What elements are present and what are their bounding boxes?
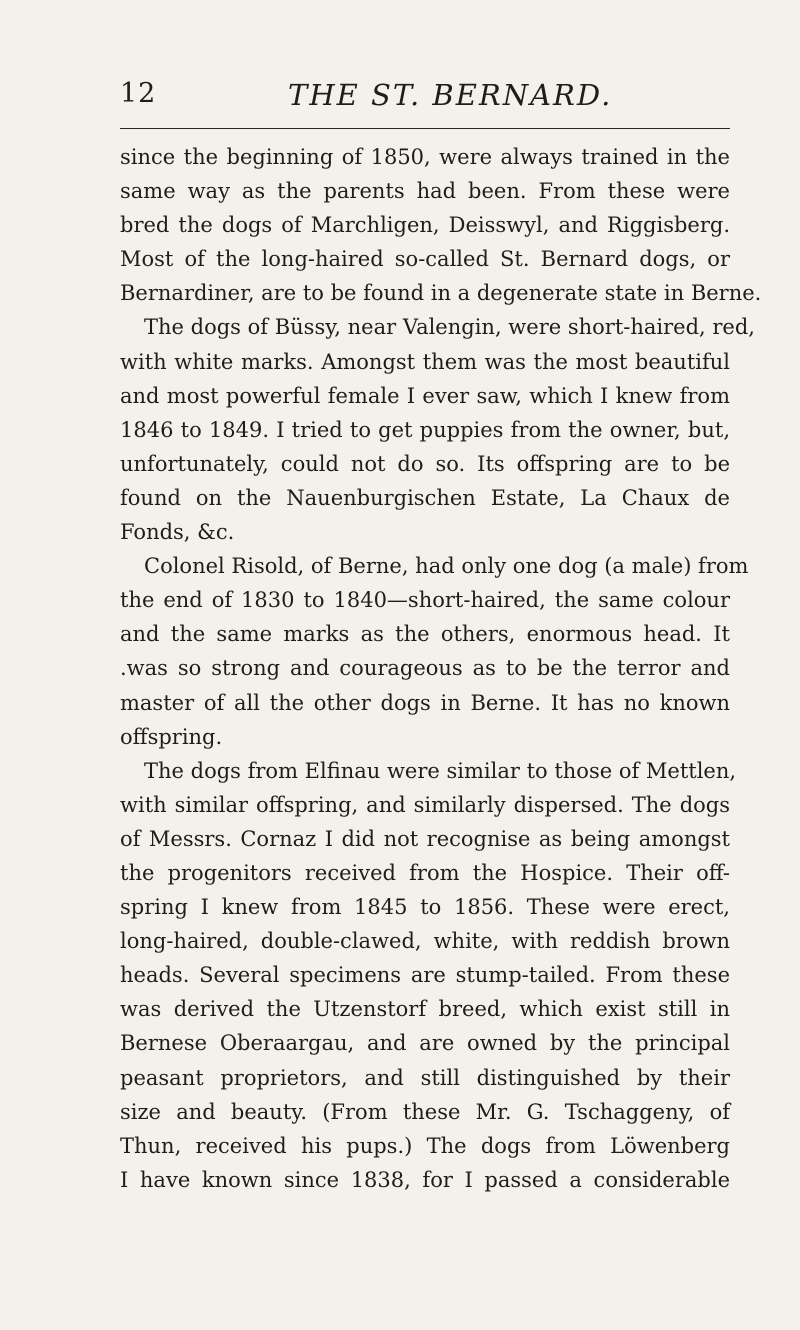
- text-line: spring I knew from 1845 to 1856. These were erect,: [120, 895, 730, 920]
- text-line: 1846 to 1849. I tried to get puppies from the owner, but,: [120, 417, 730, 442]
- text-line: The dogs from Elfinau were similar to those of Mettlen,: [144, 758, 737, 783]
- text-line: Bernese Oberaargau, and are owned by the principal: [120, 1031, 730, 1056]
- running-title: THE ST. BERNARD.: [288, 78, 613, 112]
- text-line: Colonel Risold, of Berne, had only one dog (a male) from: [144, 554, 749, 579]
- text-line: size and beauty. (From these Mr. G. Tschaggeny, of: [120, 1099, 730, 1124]
- header-rule: [120, 128, 730, 129]
- text-line: was derived the Utzenstorf breed, which exist still in: [120, 997, 730, 1022]
- text-line: peasant proprietors, and still distinguished by their: [120, 1065, 730, 1090]
- text-line: the progenitors received from the Hospice. Their off-: [120, 860, 730, 885]
- text-line: The dogs of Büssy, near Valengin, were short-haired, red,: [144, 315, 755, 340]
- text-line: Bernardiner, are to be found in a degenerate state in Berne.: [120, 281, 762, 306]
- text-line: I have known since 1838, for I passed a considerable: [120, 1167, 730, 1192]
- text-line: same way as the parents had been. From these were: [120, 179, 730, 204]
- text-line: since the beginning of 1850, were always trained in the: [120, 145, 730, 169]
- text-line: Thun, received his pups.) The dogs from Löwenberg: [120, 1133, 730, 1158]
- text-line: and the same marks as the others, enormous head. It: [120, 622, 730, 647]
- page-header: [120, 78, 730, 118]
- text-line: Fonds, &c.: [120, 520, 235, 545]
- text-line: of Messrs. Cornaz I did not recognise as being amongst: [120, 826, 730, 851]
- page-number: 12: [120, 78, 157, 109]
- text-line: the end of 1830 to 1840—short-haired, the same colour: [120, 588, 730, 613]
- text-line: .was so strong and courageous as to be the terror and: [120, 656, 730, 681]
- text-line: heads. Several specimens are stump-tailed. From these: [120, 963, 730, 988]
- text-line: master of all the other dogs in Berne. It has no known: [120, 690, 730, 715]
- text-line: with white marks. Amongst them was the most beautiful: [120, 349, 730, 374]
- text-line: long-haired, double-clawed, white, with reddish brown: [120, 929, 730, 954]
- text-line: offspring.: [120, 724, 223, 749]
- text-line: found on the Nauenburgischen Estate, La Chaux de: [120, 485, 730, 510]
- text-line: and most powerful female I ever saw, which I knew from: [120, 383, 730, 408]
- body-text: [120, 140, 762, 1197]
- text-line: unfortunately, could not do so. Its offspring are to be: [120, 451, 730, 476]
- text-line: bred the dogs of Marchligen, Deisswyl, and Riggisberg.: [120, 213, 730, 238]
- text-line: with similar offspring, and similarly dispersed. The dogs: [120, 792, 730, 817]
- text-line: Most of the long-haired so-called St. Bernard dogs, or: [120, 247, 730, 272]
